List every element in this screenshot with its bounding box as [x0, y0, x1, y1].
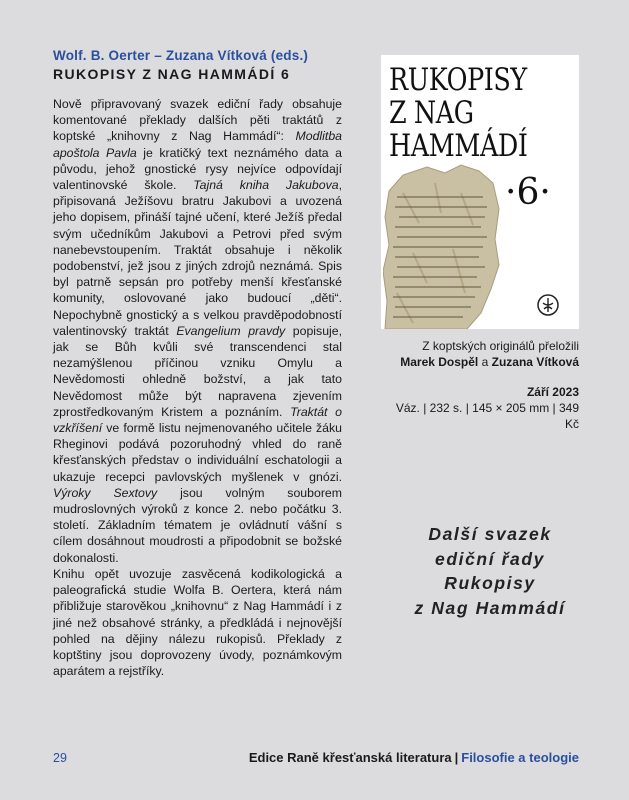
series-tagline: Další svazek ediční řady Rukopisy z Nag Hammádí	[414, 524, 566, 618]
translators-intro: Z koptských originálů přeložili	[422, 339, 579, 353]
release-date: Září 2023	[526, 385, 579, 399]
publication-info	[381, 384, 579, 432]
description-paragraph-1: Nově připravovaný svazek ediční řady obsahuje komentované překlady dalších pěti traktátů z koptské „knihovny z Nag Hammádí“: Modlitba apoštola Pavla je kratičký text neznámého data a původu, jehož gnostické rysy nejvíce odpovídají valentinovské škole. Tajná kniha Jakubova, připisovaná Ježíšovu bratru Jakubovi a uvozená jeho dopisem, přináší tajné učení, které Ježíš předal svým učedníkům Jakubovi a Petrovi před svým nanebevstoupením. Traktát obsahuje i několik podobenství, jež jsou z jiných zdrojů neznámá. Spis byl patrně sepsán pro potřeby menší křesťanské komunity, oslovované jako budoucí „děti“. Nepochybně gnostický a s velkou pravděpodobností valentinovský traktát Evangelium pravdy popisuje, jak se Bůh kvůli své transcendenci stal nezamýšlenou příčinou vzniku Omylu a Nevědomosti ohledně božství, a jak tato Nevědomost může být napravena zjevením zprostředkovaným Kristem a poznáním. Traktát o vzkříšení ve formě listu nejmenovaného učitele žáku Rheginovi podává pozoruhodný vhled do raně křesťanských představ o individuální eschatologii a ukazuje recepci pavlovských myšlenek v gnózi. Výroky Sextovy jsou volným souborem mudroslovných výroků z konce 2. nebo počátku 3. století. Základním tématem je ovládnutí vášní s cílem dosáhnout moudrosti a připodobnit se božské dokonalosti.	[53, 97, 343, 565]
book-cover	[381, 55, 579, 329]
running-footer	[249, 750, 579, 765]
page-number: 29	[53, 751, 67, 765]
cover-title-line: HAMMÁDÍ	[389, 128, 528, 164]
cover-title-line: RUKOPISY	[389, 62, 527, 98]
publisher-logo-icon	[536, 293, 560, 317]
papyrus-fragment-image	[383, 153, 503, 329]
work-title: Modlitba apoštola Pavla	[53, 129, 342, 160]
work-title: Výroky Sextovy	[53, 485, 158, 500]
cover-title-line: Z NAG	[389, 95, 474, 131]
book-authors: Wolf. B. Oerter – Zuzana Vítková (eds.)	[53, 48, 309, 63]
work-title: Traktát o vzkříšení	[53, 404, 342, 436]
footer-separator: |	[454, 750, 459, 765]
book-title: RUKOPISY Z NAG HAMMÁDÍ 6	[53, 66, 291, 82]
series-name: Edice Raně křesťanská literatura	[248, 750, 452, 765]
description-paragraph-2: Knihu opět uvozuje zasvěcená kodikologická a paleografická studie Wolfa B. Oertera, která nám přibližuje starověkou „knihovnu“ z Nag Hammádí i z jiné než obsahové stránky, a předkládá i nejnovější pohled na dějiny nálezu rukopisů. Překlady z koptštiny jsou doprovozeny úvody, poznámkovým aparátem a rejstříky.	[53, 566, 342, 679]
work-title: Tajná kniha Jakubova	[193, 178, 339, 193]
category-name: Filosofie a teologie	[461, 750, 579, 765]
translators-credit	[381, 338, 579, 370]
work-title: Evangelium pravdy	[176, 323, 286, 338]
translators-names: Marek Dospěl a Zuzana Vítková	[400, 355, 579, 369]
book-description	[53, 96, 342, 679]
cover-volume-number: ·6·	[505, 172, 551, 213]
book-details: Váz. | 232 s. | 145 × 205 mm | 349 Kč	[395, 401, 579, 431]
